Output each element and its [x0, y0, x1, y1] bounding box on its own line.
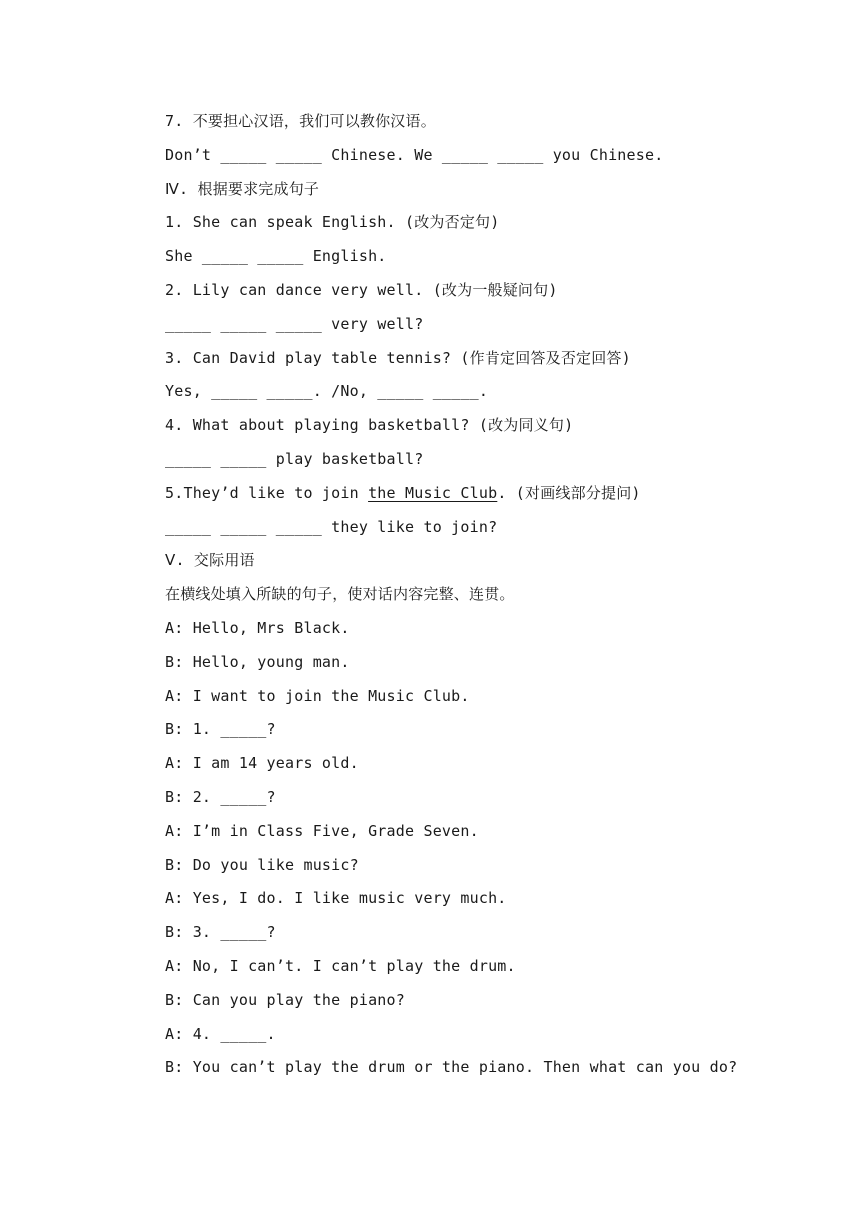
sentence-4-prompt: 4. What about playing basketball? (改为同义句): [165, 416, 574, 435]
document-content: [165, 105, 785, 1085]
dialogue-blank-1: B: 1. _____?: [165, 720, 276, 739]
question-7-answer-line: Don’t _____ _____ Chinese. We _____ _____ you Chinese.: [165, 145, 664, 164]
underlined-phrase: the Music Club: [368, 483, 498, 502]
dialogue-line: A: I am 14 years old.: [165, 754, 359, 773]
sentence-2-prompt: 2. Lily can dance very well. (改为一般疑问句): [165, 280, 558, 299]
sentence-5-prefix: 5.They’d like to join: [165, 483, 369, 502]
sentence-3-answer-line: Yes, _____ _____. /No, _____ _____.: [165, 382, 489, 401]
sentence-1-answer-line: She _____ _____ English.: [165, 247, 387, 266]
sentence-1-prompt: 1. She can speak English. (改为否定句): [165, 213, 500, 232]
dialogue-line: B: You can’t play the drum or the piano. Then what can you do?: [165, 1058, 738, 1077]
dialogue-line: A: Yes, I do. I like music very much.: [165, 889, 507, 908]
section-5-instruction: 在横线处填入所缺的句子，使对话内容完整、连贯。: [165, 585, 515, 604]
dialogue-line: A: I’m in Class Five, Grade Seven.: [165, 821, 479, 840]
dialogue-blank-2: B: 2. _____?: [165, 787, 276, 806]
section-5-heading: Ⅴ. 交际用语: [165, 551, 255, 570]
sentence-5-prompt: [165, 477, 785, 511]
dialogue-line: A: Hello, Mrs Black.: [165, 618, 350, 637]
dialogue-line: A: No, I can’t. I can’t play the drum.: [165, 956, 516, 975]
dialogue-blank-3: B: 3. _____?: [165, 923, 276, 942]
sentence-2-answer-line: _____ _____ _____ very well?: [165, 314, 424, 333]
sentence-3-prompt: 3. Can David play table tennis? (作肯定回答及否定回答): [165, 348, 631, 367]
question-7-prompt: 7. 不要担心汉语，我们可以教你汉语。: [165, 112, 436, 130]
section-4-heading: Ⅳ. 根据要求完成句子: [165, 179, 320, 198]
dialogue-blank-4: A: 4. _____.: [165, 1024, 276, 1043]
dialogue-line: A: I want to join the Music Club.: [165, 686, 470, 705]
sentence-4-answer-line: _____ _____ play basketball?: [165, 449, 424, 468]
sentence-5-answer-line: _____ _____ _____ they like to join?: [165, 517, 498, 536]
dialogue-line: B: Can you play the piano?: [165, 990, 405, 1009]
sentence-5-suffix: . (对画线部分提问): [497, 483, 641, 502]
dialogue-line: B: Hello, young man.: [165, 652, 350, 671]
dialogue-line: B: Do you like music?: [165, 855, 359, 874]
